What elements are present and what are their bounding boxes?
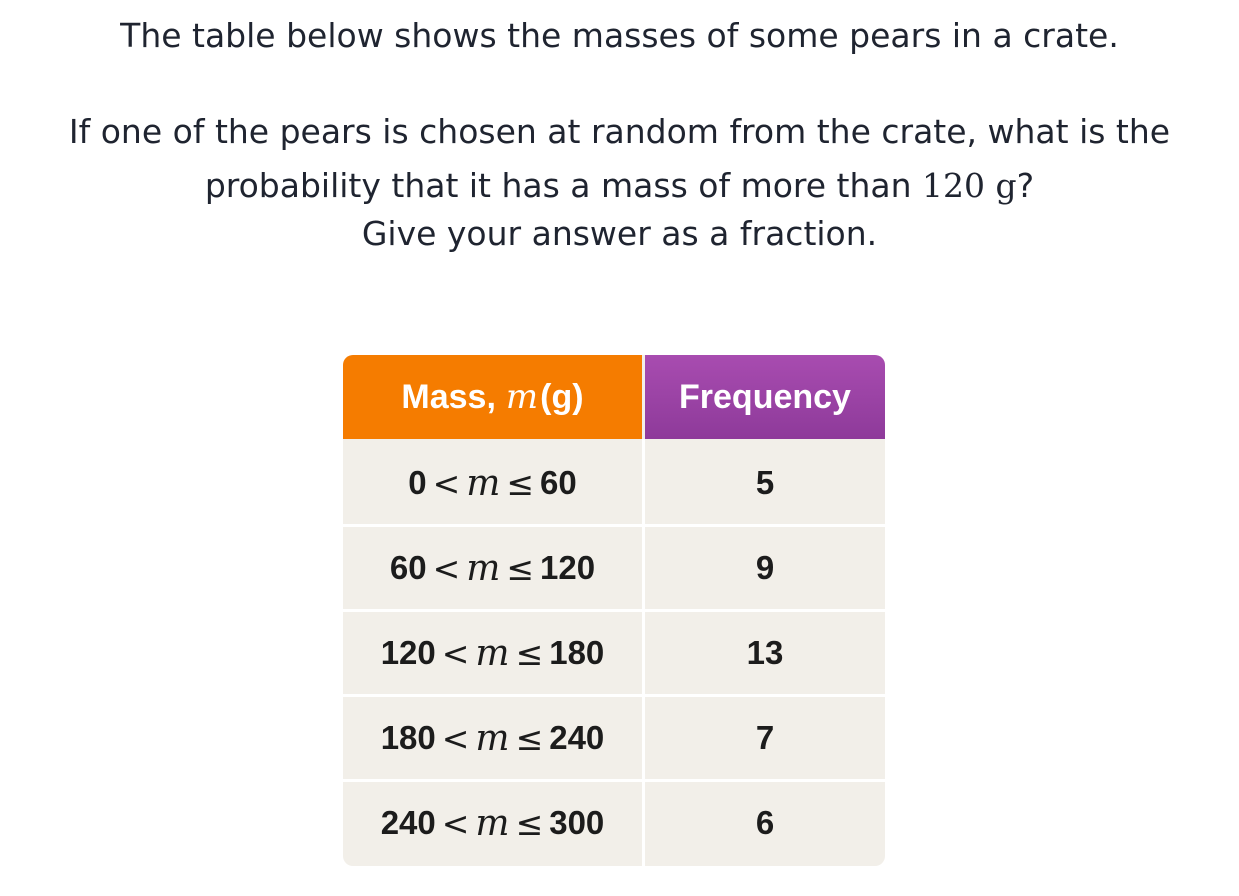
mass-threshold-unit: g <box>985 166 1017 205</box>
interval-upper-bound: 120 <box>540 549 596 586</box>
interval-lower-bound: 60 <box>389 549 427 586</box>
frequency-cell: 9 <box>755 549 775 586</box>
frequency-cell: 7 <box>755 719 775 756</box>
mass-variable: m <box>466 462 501 504</box>
mass-threshold-value: 120 <box>922 166 986 205</box>
less-or-equal-sign: ≤ <box>515 718 544 758</box>
mass-interval-cell <box>343 527 642 609</box>
question-probability-line <box>0 164 1239 208</box>
frequency-column-header: Frequency <box>645 355 885 439</box>
less-or-equal-sign: ≤ <box>515 803 544 843</box>
mass-interval-cell <box>343 782 642 864</box>
probability-text: probability that it has a mass of more than <box>204 166 923 205</box>
question-prompt-line: If one of the pears is chosen at random from the crate, what is the <box>68 112 1171 151</box>
interval-upper-bound: 180 <box>549 634 605 671</box>
less-than-sign: < <box>441 803 470 843</box>
mass-variable: m <box>475 632 510 674</box>
less-than-sign: < <box>441 633 470 673</box>
less-or-equal-sign: ≤ <box>506 548 535 588</box>
table-row <box>343 612 885 694</box>
mass-variable: m <box>466 547 501 589</box>
mass-variable: m <box>475 717 510 759</box>
interval-lower-bound: 180 <box>380 719 436 756</box>
mass-interval-cell <box>343 697 642 779</box>
frequency-cell: 6 <box>755 804 775 841</box>
interval-upper-bound: 300 <box>549 804 605 841</box>
mass-column-header <box>343 355 642 439</box>
mass-variable: m <box>475 802 510 844</box>
interval-lower-bound: 0 <box>408 464 427 501</box>
mass-interval-cell <box>343 442 642 524</box>
interval-upper-bound: 240 <box>549 719 605 756</box>
less-than-sign: < <box>432 548 461 588</box>
mass-header-unit: (g) <box>540 377 584 416</box>
frequency-cell: 5 <box>755 464 775 501</box>
question-mark: ? <box>1016 166 1035 205</box>
less-or-equal-sign: ≤ <box>515 633 544 673</box>
frequency-cell: 13 <box>746 634 784 671</box>
table-row <box>343 697 885 779</box>
frequency-table <box>343 355 885 866</box>
interval-lower-bound: 240 <box>380 804 436 841</box>
less-or-equal-sign: ≤ <box>506 463 535 503</box>
table-row <box>343 527 885 609</box>
interval-lower-bound: 120 <box>380 634 436 671</box>
table-row <box>343 782 885 864</box>
question-intro: The table below shows the masses of some pears in a crate. <box>120 16 1119 55</box>
interval-upper-bound: 60 <box>540 464 577 501</box>
less-than-sign: < <box>432 463 461 503</box>
mass-header-variable: m <box>505 377 539 417</box>
less-than-sign: < <box>441 718 470 758</box>
table-row <box>343 442 885 524</box>
answer-instruction: Give your answer as a fraction. <box>361 214 878 253</box>
mass-interval-cell <box>343 612 642 694</box>
mass-header-label: Mass, <box>401 377 496 416</box>
